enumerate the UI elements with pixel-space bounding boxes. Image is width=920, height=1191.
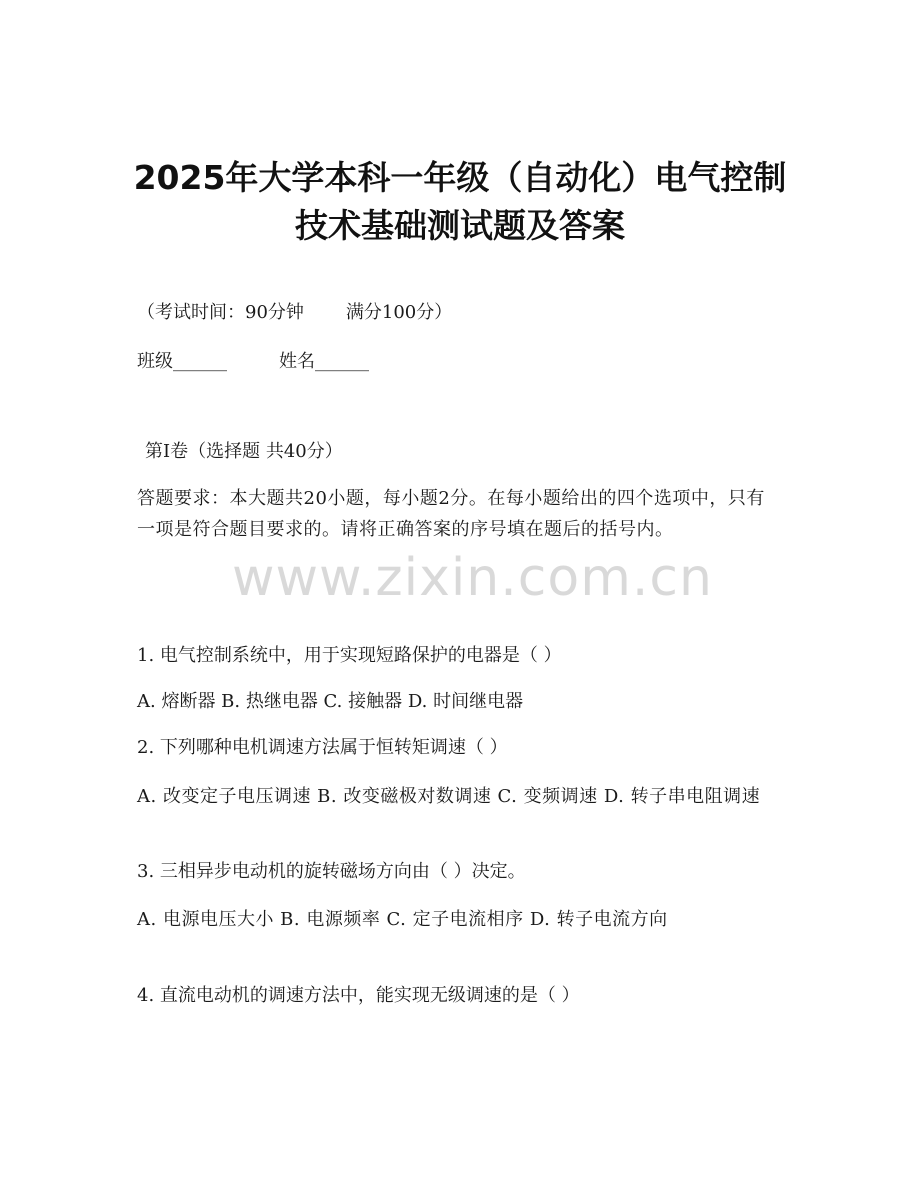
exam-time: （考试时间：90分钟	[137, 302, 304, 323]
section-title: 第I卷（选择题 共40分）	[145, 441, 343, 462]
full-score: 满分100分）	[345, 302, 453, 323]
question-3-options: A. 电源电压大小 B. 电源频率 C. 定子电流相序 D. 转子电流方向	[137, 909, 668, 930]
question-1-stem: 1. 电气控制系统中，用于实现短路保护的电器是（ ）	[137, 645, 562, 666]
instructions: 答题要求：本大题共20小题，每小题2分。在每小题给出的四个选项中，只有一项是符合题目要求的。请将正确答案的序号填在题后的括号内。	[137, 488, 765, 540]
question-3-stem: 3. 三相异步电动机的旋转磁场方向由（ ）决定。	[137, 861, 526, 882]
question-2-stem: 2. 下列哪种电机调速方法属于恒转矩调速（ ）	[137, 737, 508, 758]
student-info-line	[137, 349, 369, 375]
question-1-options: A. 熔断器 B. 热继电器 C. 接触器 D. 时间继电器	[137, 691, 524, 712]
class-field: 班级______	[137, 351, 227, 372]
name-field: 姓名______	[279, 351, 369, 372]
exam-info-line	[137, 300, 452, 326]
question-2-options: A. 改变定子电压调速 B. 改变磁极对数调速 C. 变频调速 D. 转子串电阻调速	[137, 786, 761, 807]
watermark: www.zixin.com.cn	[232, 548, 713, 608]
question-4-stem: 4. 直流电动机的调速方法中，能实现无级调速的是（ ）	[137, 985, 580, 1006]
document-title-line2: 技术基础测试题及答案	[295, 206, 625, 245]
document-title-line1: 2025年大学本科一年级（自动化）电气控制	[133, 158, 787, 197]
